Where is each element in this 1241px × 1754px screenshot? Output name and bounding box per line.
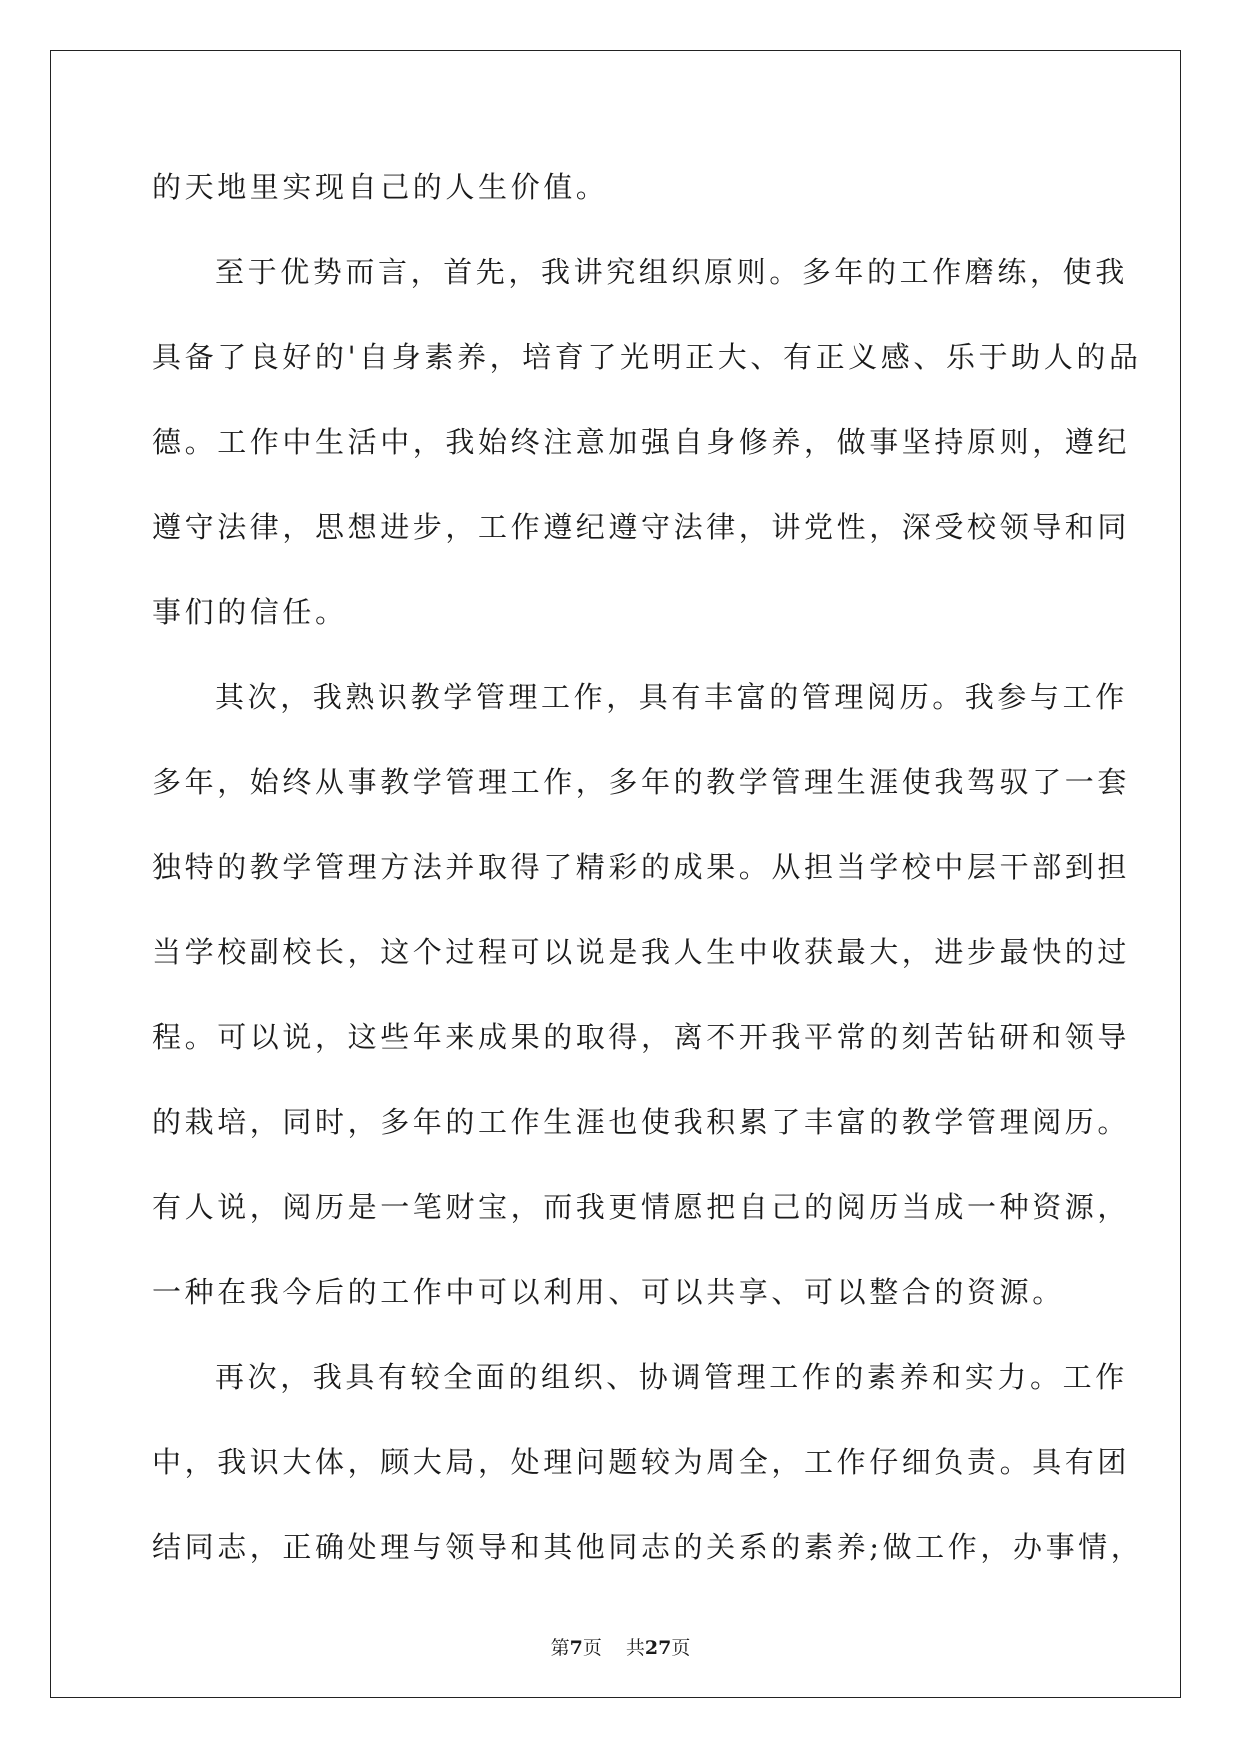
page-number: 7 bbox=[569, 1637, 583, 1659]
total-prefix: 共 bbox=[625, 1637, 645, 1659]
text-line: 遵守法律，思想进步，工作遵纪遵守法律，讲党性，深受校领导和同 bbox=[152, 510, 1131, 544]
document-body bbox=[152, 165, 1144, 1610]
text-line: 事们的信任。 bbox=[152, 595, 348, 629]
page-footer bbox=[0, 1633, 1241, 1660]
text-line: 有人说，阅历是一笔财宝，而我更情愿把自己的阅历当成一种资源， bbox=[152, 1190, 1131, 1224]
text-line: 具备了良好的'自身素养，培育了光明正大、有正义感、乐于助人的品 bbox=[152, 340, 1142, 374]
text-line: 德。工作中生活中，我始终注意加强自身修养，做事坚持原则，遵纪 bbox=[152, 425, 1131, 459]
total-suffix: 页 bbox=[671, 1637, 691, 1659]
text-line: 一种在我今后的工作中可以利用、可以共享、可以整合的资源。 bbox=[152, 1275, 1065, 1309]
text-line: 中，我识大体，顾大局，处理问题较为周全，工作仔细负责。具有团 bbox=[152, 1445, 1131, 1479]
text-line: 的天地里实现自己的人生价值。 bbox=[152, 170, 609, 204]
text-line: 的栽培，同时，多年的工作生涯也使我积累了丰富的教学管理阅历。 bbox=[152, 1105, 1131, 1139]
total-pages: 27 bbox=[644, 1637, 672, 1659]
text-line: 独特的教学管理方法并取得了精彩的成果。从担当学校中层干部到担 bbox=[152, 850, 1131, 884]
text-line: 至于优势而言，首先，我讲究组织原则。多年的工作磨练，使我 bbox=[215, 255, 1128, 289]
text-line: 程。可以说，这些年来成果的取得，离不开我平常的刻苦钻研和领导 bbox=[152, 1020, 1131, 1054]
text-line: 结同志，正确处理与领导和其他同志的关系的素养;做工作，办事情， bbox=[152, 1530, 1144, 1564]
page-suffix: 页 bbox=[582, 1637, 602, 1659]
text-line: 当学校副校长，这个过程可以说是我人生中收获最大，进步最快的过 bbox=[152, 935, 1131, 969]
text-line: 其次，我熟识教学管理工作，具有丰富的管理阅历。我参与工作 bbox=[215, 680, 1128, 714]
page-prefix: 第 bbox=[550, 1637, 570, 1659]
text-line: 多年，始终从事教学管理工作，多年的教学管理生涯使我驾驭了一套 bbox=[152, 765, 1131, 799]
text-line: 再次，我具有较全面的组织、协调管理工作的素养和实力。工作 bbox=[215, 1360, 1128, 1394]
